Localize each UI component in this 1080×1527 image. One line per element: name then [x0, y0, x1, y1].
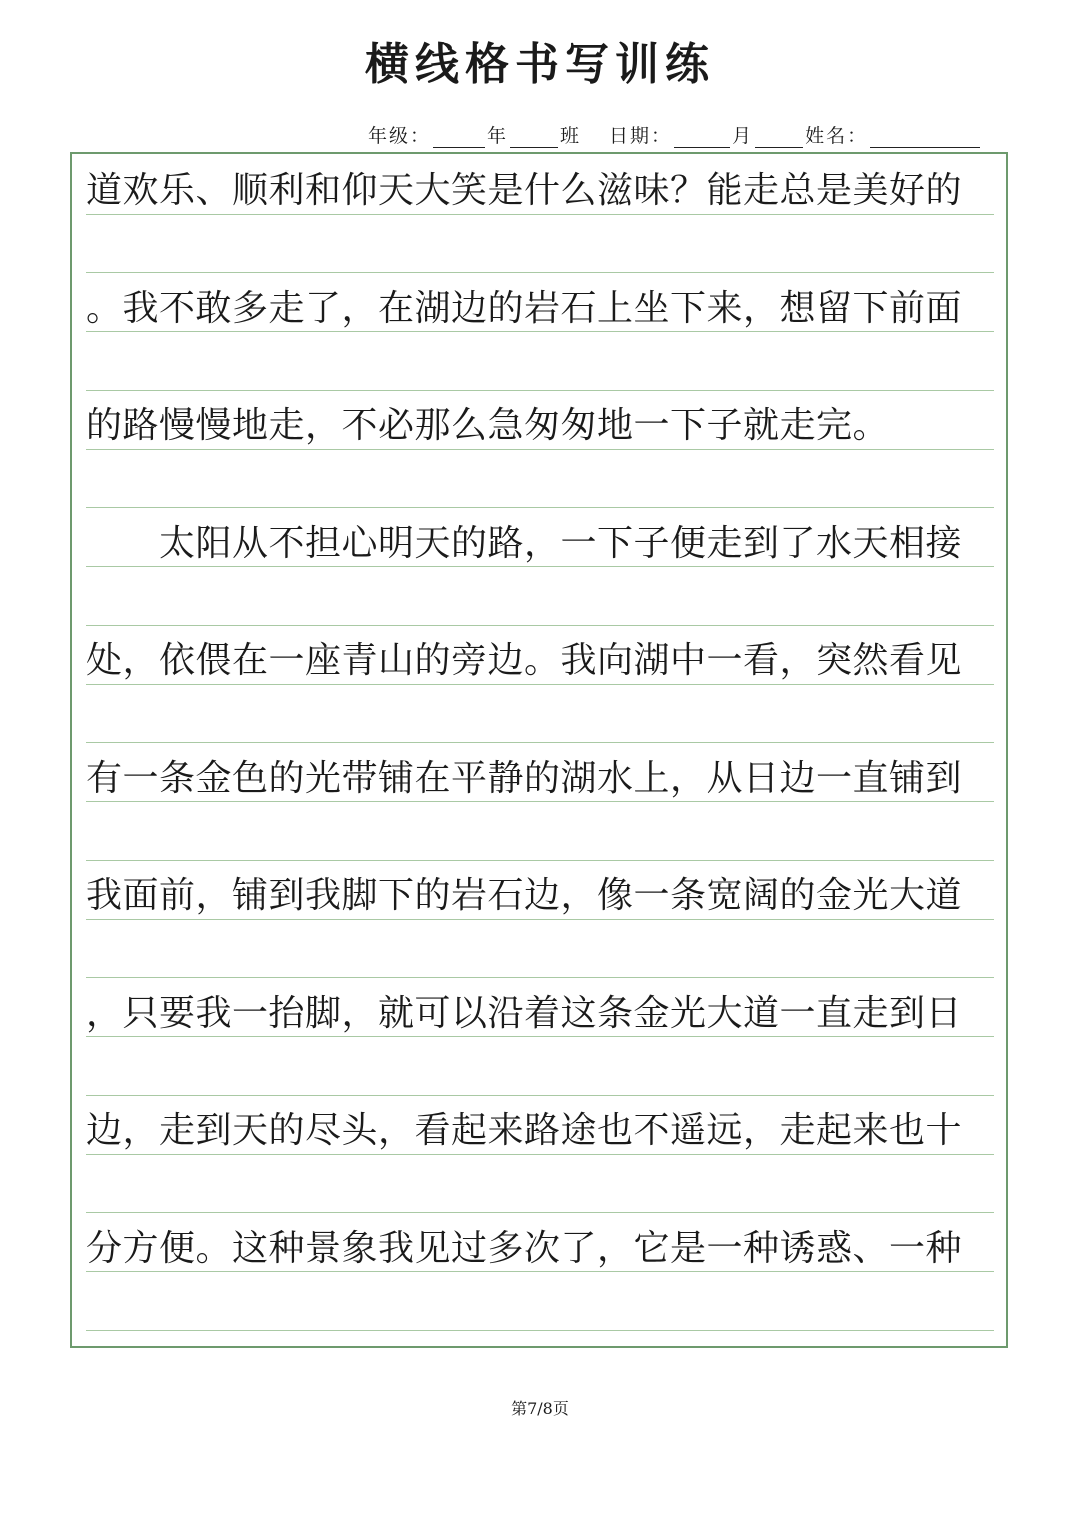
text-line-7: 我面前，铺到我脚下的岩石边，像一条宽阔的金光大道: [86, 875, 963, 916]
guide-line: [86, 507, 994, 508]
guide-line: [86, 272, 994, 273]
text-line-2: 。我不敢多走了，在湖边的岩石上坐下来，想留下前面: [86, 288, 963, 329]
guide-line: [86, 977, 994, 978]
text-line-4: 太阳从不担心明天的路，一下子便走到了水天相接: [86, 523, 963, 564]
guide-line: [86, 742, 994, 743]
text-line-1: 道欢乐、顺利和仰天大笑是什么滋味？能走总是美好的: [86, 170, 963, 211]
guide-line: [86, 1212, 994, 1213]
class-blank[interactable]: [510, 123, 558, 148]
text-line-9: 边，走到天的尽头，看起来路途也不遥远，走起来也十: [86, 1110, 963, 1151]
text-line-6: 有一条金色的光带铺在平静的湖水上，从日边一直铺到: [86, 758, 963, 799]
date-label: 日期：: [609, 125, 673, 147]
guide-line: [86, 860, 994, 861]
page-title: 横线格书写训练: [365, 39, 715, 90]
writing-sheet: [70, 152, 1008, 1348]
guide-line: [86, 1330, 994, 1331]
text-line-8: ，只要我一抬脚，就可以沿着这条金光大道一直走到日: [86, 993, 963, 1034]
guide-line: [86, 1095, 994, 1096]
grade-blank[interactable]: [433, 123, 485, 148]
student-info-row: [368, 112, 982, 148]
guide-line: [86, 625, 994, 626]
text-line-10: 分方便。这种景象我见过多次了，它是一种诱惑、一种: [86, 1228, 963, 1269]
class-label: 班: [560, 125, 582, 147]
name-label: 姓名：: [805, 125, 869, 147]
grade-label: 年级：: [368, 125, 432, 147]
text-line-3: 的路慢慢地走，不必那么急匆匆地一下子就走完。: [86, 405, 890, 446]
month-label: 月: [732, 125, 754, 147]
month-blank[interactable]: [674, 123, 730, 148]
text-line-5: 处，依偎在一座青山的旁边。我向湖中一看，突然看见: [86, 640, 963, 681]
day-blank[interactable]: [755, 123, 803, 148]
name-blank[interactable]: [870, 123, 980, 148]
guide-line: [86, 390, 994, 391]
page-number: 第7/8页: [511, 1399, 569, 1418]
year-label: 年: [487, 125, 509, 147]
